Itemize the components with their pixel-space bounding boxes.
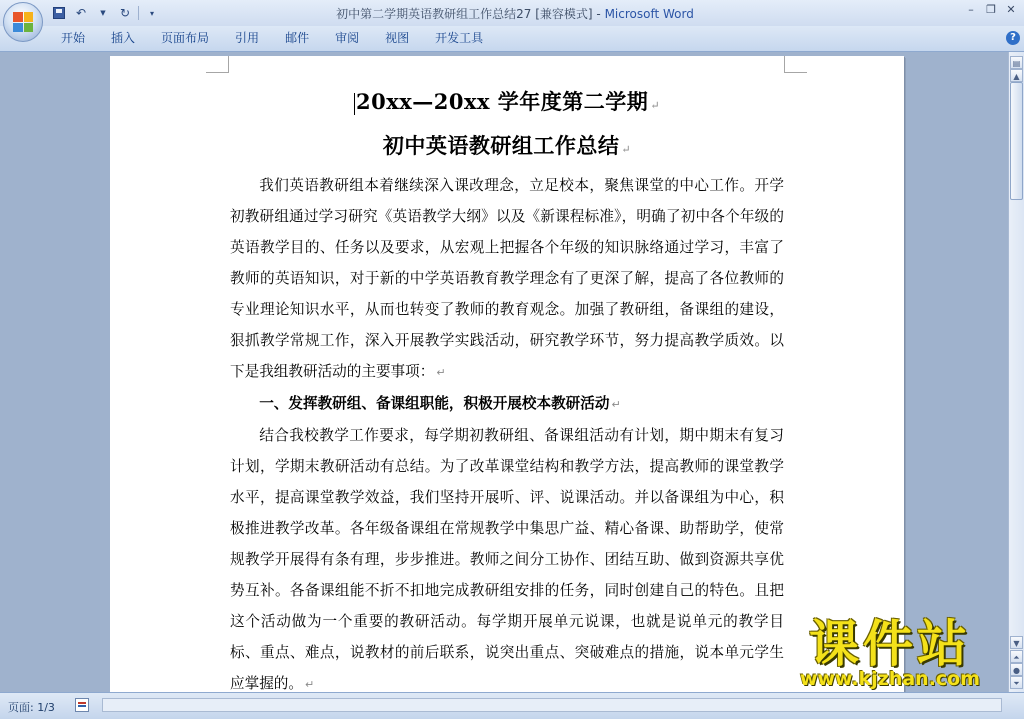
title-bar: [0, 0, 1024, 26]
proofing-icon[interactable]: [75, 698, 89, 712]
save-icon: [53, 7, 65, 19]
restore-icon: ❐: [986, 2, 996, 16]
page-indicator[interactable]: 页面: 1/3: [8, 701, 55, 714]
heading-2: 初中英语教研组工作总结 ↵: [382, 133, 632, 158]
tab-view[interactable]: 视图: [385, 31, 410, 45]
watermark-url: www.kjzhan.com: [799, 668, 981, 690]
app-name: Microsoft Word: [604, 7, 694, 21]
undo-icon: ↶: [75, 6, 87, 20]
help-icon[interactable]: ?: [1006, 31, 1020, 45]
qat-separator: [138, 6, 139, 20]
margin-marker-top-left: [206, 56, 229, 73]
tab-page-layout[interactable]: 页面布局: [161, 31, 210, 45]
subheading-1: 一、发挥教研组、备课组职能，积极开展校本教研活动 ↵: [259, 395, 621, 412]
double-chevron-down-icon: ⏷: [1013, 679, 1020, 688]
paragraph-mark: ↵: [650, 99, 661, 112]
scroll-down-button[interactable]: [1010, 636, 1023, 649]
office-logo-icon: [13, 12, 33, 32]
quick-access-toolbar: [50, 3, 161, 23]
ruler-icon: ▤: [1012, 59, 1021, 68]
window-title: [200, 5, 830, 22]
document-page[interactable]: [110, 56, 904, 692]
margin-marker-top-right: [784, 56, 807, 73]
ribbon-tab-bar: [0, 26, 1024, 52]
document-body[interactable]: [230, 82, 784, 692]
circle-icon: ●: [1013, 666, 1020, 675]
close-icon: ✕: [1006, 2, 1016, 16]
watermark-logo: [772, 616, 1008, 692]
tab-developer[interactable]: 开发工具: [435, 31, 484, 45]
paragraph-mark: ↵: [621, 143, 632, 156]
customize-qat-button[interactable]: [143, 4, 161, 22]
previous-page-button[interactable]: [1010, 650, 1023, 663]
scroll-thumb[interactable]: [1010, 82, 1023, 200]
office-button[interactable]: [3, 2, 43, 42]
paragraph-section-1: 结合我校教学工作要求，每学期初教研组、备课组活动有计划，期中期末有复习计划，学期末教研活动有总结。为了改革课堂结构和教学方法，提高教师的课堂教学水平，提高课堂教学效益，我们坚持开展听、评、说课活动。并以备课组为中心，积极推进教学改革。各年级备课组在常规教学中集思广益、精心备课、助帮助学，使常规教学开展得有条有理，步步推进。教师之间分工协作、团结互助、做到资源共享优势互补。各备课组能不折不扣地完成教研组安排的任务，同时创建自己的特色。且把这个活动做为一个重要的教研活动。每学期开展单元说课，也就是说单元的教学目标、重点、难点，说教材的前后联系，说突出重点、突破难点的措施，说本单元学生应掌握的。 ↵: [230, 427, 784, 692]
tab-mailings[interactable]: 邮件: [285, 31, 310, 45]
heading-1: 20xx—20xx 学年度第二学期 ↵: [355, 89, 661, 114]
undo-button[interactable]: [72, 4, 90, 22]
paragraph-intro: 我们英语教研组本着继续深入课改理念，立足校本，聚焦课堂的中心工作。开学初教研组通过学习研究《英语教学大纲》以及《新课程标准》，明确了初中各个年级的英语教学目的、任务以及要求，从宏观上把握各个年级的知识脉络通过学习，丰富了教师的英语知识，对于新的中学英语教育教学理念有了更深了解，提高了各位教师的专业理论知识水平，从而也转变了教师的教育观念。加强了教研组，备课组的建设，狠抓教学常规工作，深入开展教学实践活动，研究教学环节，努力提高教学质效。以下是我组教研活动的主要事项： ↵: [230, 177, 784, 380]
window-controls: [964, 2, 1018, 16]
view-ruler-button[interactable]: [1010, 56, 1023, 69]
tab-references[interactable]: 引用: [235, 31, 260, 45]
paragraph-mark: ↵: [611, 398, 621, 411]
select-browse-object-button[interactable]: [1010, 663, 1023, 676]
redo-button[interactable]: [116, 4, 134, 22]
status-bar: [0, 692, 1024, 719]
tab-review[interactable]: 审阅: [335, 31, 360, 45]
paragraph-mark: ↵: [304, 678, 315, 691]
text-cursor: [354, 93, 355, 115]
next-page-button[interactable]: [1010, 676, 1023, 689]
chevron-down-icon: ▼: [100, 9, 106, 17]
document-name: 初中第二学期英语教研组工作总结27 [兼容模式] -: [336, 7, 605, 21]
double-chevron-up-icon: ⏶: [1013, 653, 1020, 662]
save-button[interactable]: [50, 4, 68, 22]
close-button[interactable]: [1004, 2, 1018, 16]
customize-icon: ▾: [149, 8, 154, 18]
tab-home[interactable]: 开始: [61, 31, 86, 45]
watermark-text: 课件站: [809, 615, 971, 673]
restore-button[interactable]: [984, 2, 998, 16]
scroll-up-button[interactable]: [1010, 69, 1023, 82]
chevron-up-icon: ▲: [1013, 72, 1020, 81]
minimize-button[interactable]: [964, 2, 978, 16]
minimize-icon: –: [968, 2, 974, 16]
undo-dropdown[interactable]: [94, 4, 112, 22]
document-workspace[interactable]: [0, 52, 1008, 692]
horizontal-scrollbar[interactable]: [102, 698, 1002, 712]
redo-icon: ↻: [119, 6, 131, 20]
tab-insert[interactable]: 插入: [111, 31, 136, 45]
chevron-down-icon: ▼: [1013, 639, 1020, 648]
paragraph-mark: ↵: [436, 366, 446, 379]
vertical-scrollbar[interactable]: [1008, 52, 1024, 692]
